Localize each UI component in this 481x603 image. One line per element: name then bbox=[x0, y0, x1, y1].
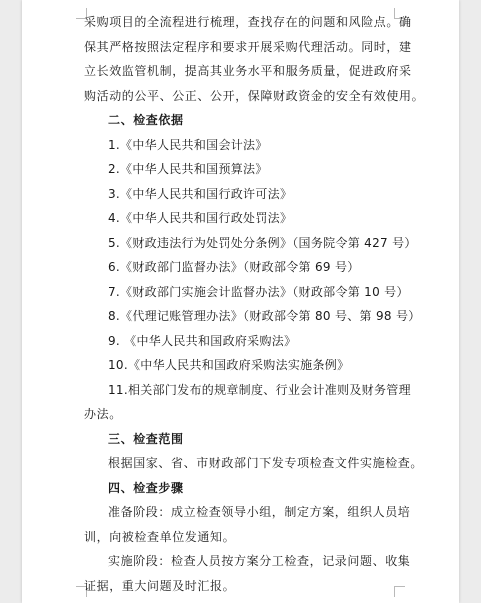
impl-stage-paragraph bbox=[84, 549, 430, 598]
intro-line: 采购项目的全流程进行梳理，查找存在的问题和风险点。确 bbox=[84, 15, 412, 29]
section-heading-steps: 四、检查步骤 bbox=[108, 480, 184, 495]
basis-list-item: 6.《财政部门监督办法》（财政部令第 69 号） bbox=[108, 260, 360, 274]
prep-stage-paragraph bbox=[84, 500, 430, 549]
basis-list-item: 5.《财政违法行为处罚处分条例》（国务院令第 427 号） bbox=[108, 235, 417, 250]
basis-list-item: 3.《中华人民共和国行政许可法》 bbox=[108, 186, 293, 201]
document-page bbox=[22, 0, 459, 603]
basis-list-item: 1.《中华人民共和国会计法》 bbox=[108, 137, 268, 152]
section-heading-basis: 二、检查依据 bbox=[108, 113, 184, 127]
basis-list-item: 10.《中华人民共和国政府采购法实施条例》 bbox=[108, 358, 350, 372]
prep-stage-line: 训，向被检查单位发通知。 bbox=[84, 529, 236, 544]
basis-list bbox=[84, 133, 430, 427]
impl-stage-line: 证据，重大问题及时汇报。 bbox=[84, 578, 236, 593]
intro-line: 立长效监管机制，提高其业务水平和服务质量，促进政府采 bbox=[84, 64, 412, 78]
intro-line: 购活动的公平、公正、公开，保障财政资金的安全有效使用。 bbox=[84, 88, 425, 103]
basis-list-item: 7.《财政部门实施会计监督办法》（财政部令第 10 号） bbox=[108, 284, 409, 299]
basis-list-item: 4.《中华人民共和国行政处罚法》 bbox=[108, 211, 293, 225]
section-heading-scope: 三、检查范围 bbox=[108, 431, 184, 446]
intro-line: 保其严格按照法定程序和要求开展采购代理活动。同时，建 bbox=[84, 39, 412, 54]
basis-list-item-11: 11.相关部门发布的规章制度、行业会计准则及财务管理 bbox=[108, 382, 411, 397]
basis-list-item: 2.《中华人民共和国预算法》 bbox=[108, 162, 268, 176]
basis-list-item-11-continuation: 办法。 bbox=[84, 407, 122, 421]
basis-list-item: 9. 《中华人民共和国政府采购法》 bbox=[108, 333, 297, 348]
intro-paragraph bbox=[84, 10, 430, 108]
scope-paragraph: 根据国家、省、市财政部门下发专项检查文件实施检查。 bbox=[108, 456, 424, 470]
basis-list-item: 8.《代理记账管理办法》（财政部令第 80 号、第 98 号） bbox=[108, 309, 421, 323]
prep-stage-line: 准备阶段：成立检查领导小组，制定方案，组织人员培 bbox=[108, 505, 411, 519]
document-body bbox=[84, 10, 430, 598]
impl-stage-line: 实施阶段：检查人员按方案分工检查，记录问题、收集 bbox=[108, 554, 411, 568]
